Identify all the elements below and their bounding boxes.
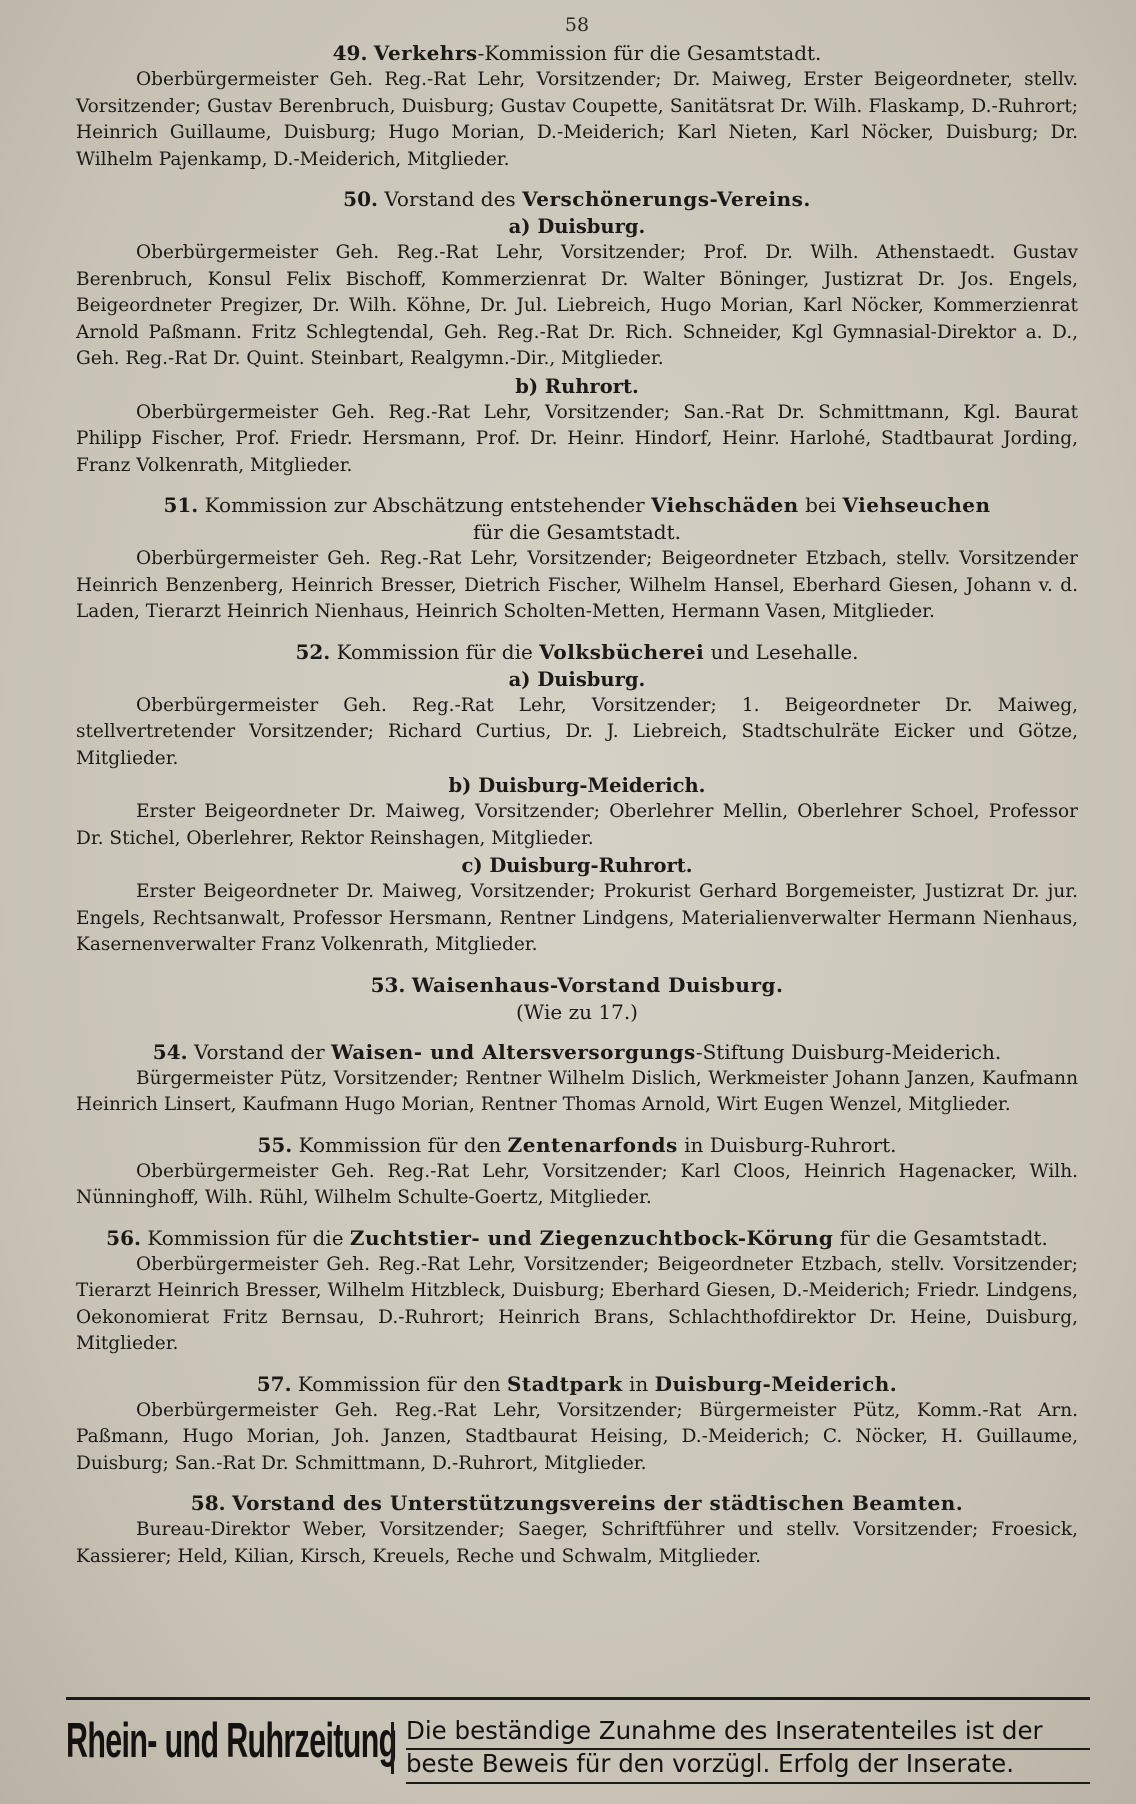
- committee-entry: [76, 639, 1078, 959]
- entry-heading: [76, 186, 1078, 213]
- entry-keyword: Volksbücherei: [539, 639, 705, 664]
- members-paragraph: Oberbürgermeister Geh. Reg.-Rat Lehr, Vorsitzender; Dr. Maiweg, Erster Beigeordneter, stellv. Vorsitzender; Gustav Berenbruch, Duisburg; Gustav Coupette, Sanitätsrat Dr. Wilh. Flaskamp, D.-Ruhrort; Heinrich Guillaume, Duisburg; Hugo Morian, D.-Meiderich; Karl Nieten, Karl Nöcker, Duisburg; Dr. Wilhelm Pajenkamp, D.-Meiderich, Mitglieder.: [76, 69, 1078, 170]
- entry-keyword: Stadtpark: [506, 1371, 623, 1396]
- entry-heading-line-2: (Wie zu 17.): [516, 999, 638, 1024]
- ad-slogan-line-2: beste Beweis für den vorzügl. Erfolg der Inserate.: [406, 1749, 1014, 1778]
- entry-heading-prefix: Kommission für den: [297, 1371, 501, 1396]
- entry-heading-suffix: -Kommission für die Gesamtstadt.: [477, 41, 822, 65]
- entry-heading-suffix: in: [629, 1371, 649, 1396]
- section-subheading: [76, 213, 1078, 240]
- members-paragraph: Oberbürgermeister Geh. Reg.-Rat Lehr, Vorsitzender; Karl Cloos, Heinrich Hagenacker, Wilh. Nünninghoff, Wilh. Rühl, Wilhelm Schulte-Goertz, Mitglieder.: [76, 1160, 1078, 1208]
- entry-heading-suffix: für die Gesamtstadt.: [839, 1225, 1048, 1250]
- committee-entry: [76, 1490, 1078, 1570]
- ad-slogan-line-1: Die beständige Zunahme des Inseratenteiles ist der: [406, 1716, 1043, 1745]
- entry-keyword: Verkehrs: [373, 41, 478, 65]
- advertisement: [66, 1697, 1090, 1792]
- entry-keyword: Viehschäden: [651, 493, 799, 517]
- entry-heading-prefix: Kommission für den: [298, 1132, 502, 1157]
- section-subheading-text: a) Duisburg.: [508, 667, 646, 691]
- entry-heading: [76, 1225, 1078, 1252]
- entry-heading: [76, 40, 1078, 67]
- members-paragraph: Oberbürgermeister Geh. Reg.-Rat Lehr, Vorsitzender; Beigeordneter Etzbach, stellv. Vorsitzender; Tierarzt Heinrich Bresser, Wilhelm Hitzbleck, Duisburg; Eberhard Giesen, D.-Meiderich; Friedr. Lindgens, Oekonomierat Fritz Bernsau, D.-Ruhrort; Heinrich Brans, Schlachthofdirektor Dr. Heine, Duisburg, Mitglieder.: [76, 1253, 1078, 1354]
- entry-heading-suffix: und Lesehalle.: [710, 639, 859, 664]
- committee-entry: [76, 492, 1078, 626]
- entry-keyword: Waisen- und Altersversorgungs: [331, 1039, 696, 1064]
- entry-keyword: Verschönerungs-Vereins.: [522, 187, 811, 211]
- entry-heading-suffix: in Duisburg-Ruhrort.: [684, 1132, 897, 1157]
- members-paragraph: Oberbürgermeister Geh. Reg.-Rat Lehr, Vorsitzender; San.-Rat Dr. Schmittmann, Kgl. Baurat Philipp Fischer, Prof. Friedr. Hersmann, Prof. Dr. Heinr. Hindorf, Heinr. Harlohé, Stadtbaurat Jording, Franz Volkenrath, Mitglieder.: [76, 401, 1078, 476]
- entry-number: 50.: [343, 187, 378, 211]
- entry-number: 51.: [163, 493, 199, 517]
- section-subheading-text: b) Ruhrort.: [515, 374, 639, 398]
- entry-keyword: Vorstand des Unterstützungsvereins der städtischen Beamten.: [231, 1491, 964, 1515]
- committee-entry: [76, 40, 1078, 173]
- members-paragraph: Oberbürgermeister Geh. Reg.-Rat Lehr, Vorsitzender; Beigeordneter Etzbach, stellv. Vorsitzender Heinrich Benzenberg, Heinrich Bresser, Dietrich Fischer, Wilhelm Hansel, Eberhard Giesen, Johann v. d. Laden, Tierarzt Heinrich Nienhaus, Heinrich Scholten-Metten, Hermann Vasen, Mitglieder.: [76, 548, 1078, 622]
- entry-number: 52.: [295, 639, 331, 664]
- ad-slogan: [406, 1714, 1090, 1780]
- entry-heading: [76, 1490, 1078, 1517]
- entry-list: [76, 40, 1078, 1570]
- committee-entry: [76, 1039, 1078, 1119]
- committee-entry: [76, 1132, 1078, 1212]
- entry-keyword-2: Duisburg-Meiderich.: [654, 1371, 898, 1396]
- entry-keyword: Zentenarfonds: [507, 1132, 678, 1157]
- section-subheading: [76, 666, 1078, 693]
- members-paragraph: Erster Beigeordneter Dr. Maiweg, Vorsitzender; Prokurist Gerhard Borgemeister, Justizrat Dr. jur. Engels, Rechtsanwalt, Professor Hersmann, Rentner Lindgens, Materialienverwalter Hermann Nienhaus, Kasernenverwalter Franz Volkenrath, Mitglieder.: [76, 881, 1078, 955]
- entry-heading: [76, 972, 1078, 999]
- committee-entry: [76, 1225, 1078, 1358]
- entry-number: 58.: [190, 1491, 226, 1515]
- section-subheading-text: a) Duisburg.: [508, 215, 646, 238]
- section-subheading-text: c) Duisburg-Ruhrort.: [461, 854, 693, 877]
- entry-heading: [76, 1132, 1078, 1159]
- entry-heading-prefix: Vorstand des: [384, 187, 516, 211]
- entry-heading: [76, 1039, 1078, 1066]
- entry-number: 55.: [257, 1132, 293, 1157]
- ad-divider: [391, 1722, 402, 1774]
- entry-heading-prefix: Kommission für die: [147, 1225, 344, 1250]
- entry-number: 56.: [106, 1225, 141, 1250]
- committee-entry: [76, 186, 1078, 479]
- section-subheading: [76, 373, 1078, 400]
- entry-number: 57.: [256, 1371, 292, 1396]
- entry-heading-line-2: für die Gesamtstadt.: [472, 520, 682, 544]
- entry-keyword: Zuchtstier- und Ziegenzuchtbock-Körung: [349, 1225, 834, 1250]
- entry-heading-prefix: Kommission für die: [336, 639, 533, 664]
- entry-heading-prefix: Kommission zur Abschätzung entstehender: [204, 493, 645, 517]
- section-subheading: [76, 852, 1078, 879]
- ad-rule-bottom: [406, 1782, 1090, 1784]
- members-paragraph: Erster Beigeordneter Dr. Maiweg, Vorsitzender; Oberlehrer Mellin, Oberlehrer Schoel, Professor Dr. Stichel, Oberlehrer, Rektor Reinshagen, Mitglieder.: [76, 801, 1078, 849]
- members-paragraph: Oberbürgermeister Geh. Reg.-Rat Lehr, Vorsitzender; Prof. Dr. Wilh. Athenstaedt. Gustav Berenbruch, Konsul Felix Bischoff, Kommerzienrat Dr. Walter Böninger, Justizrat Dr. Jos. Engels, Beigeordneter Pregizer, Dr. Wilh. Köhne, Dr. Jul. Liebreich, Hugo Morian, Karl Nöcker, Kommerzienrat Arnold Paßmann. Fritz Schlegtendal, Geh. Reg.-Rat Dr. Rich. Schneider, Kgl Gymnasial-Direktor a. D., Geh. Reg.-Rat Dr. Quint. Steinbart, Realgymn.-Dir., Mitglieder.: [76, 242, 1078, 369]
- committee-entry: [76, 1371, 1078, 1478]
- entry-heading: [76, 492, 1078, 519]
- section-subheading: [76, 772, 1078, 799]
- members-paragraph: Oberbürgermeister Geh. Reg.-Rat Lehr, Vorsitzender; 1. Beigeordneter Dr. Maiweg, stellvertretender Vorsitzender; Richard Curtius, Dr. J. Liebreich, Stadtschulräte Eicker und Götze, Mitglieder.: [76, 694, 1078, 769]
- entry-heading: [76, 639, 1078, 666]
- entry-number: 54.: [152, 1039, 188, 1064]
- members-paragraph: Oberbürgermeister Geh. Reg.-Rat Lehr, Vorsitzender; Bürgermeister Pütz, Komm.-Rat Arn. Paßmann, Hugo Morian, Joh. Janzen, Stadtbaurat Heising, D.-Meiderich; C. Nöcker, H. Guillaume, Duisburg; San.-Rat Dr. Schmittmann, D.-Ruhrort, Mitglieder.: [76, 1399, 1078, 1474]
- entry-keyword-2: Viehseuchen: [842, 493, 991, 517]
- committee-entry: [76, 972, 1078, 1026]
- entry-heading-suffix: -Stiftung Duisburg-Meiderich.: [695, 1039, 1002, 1064]
- page-number: 58: [564, 14, 590, 36]
- ad-newspaper-name: Rhein- und Ruhrzeitung: [66, 1714, 397, 1768]
- entry-heading: [76, 1371, 1078, 1398]
- entry-number: 49.: [332, 41, 368, 65]
- members-paragraph: Bürgermeister Pütz, Vorsitzender; Rentner Wilhelm Dislich, Werkmeister Johann Janzen, Kaufmann Heinrich Linsert, Kaufmann Hugo Morian, Rentner Thomas Arnold, Wirt Eugen Wenzel, Mitglieder.: [76, 1067, 1078, 1115]
- entry-number: 53.: [370, 972, 406, 997]
- entry-keyword: Waisenhaus-Vorstand Duisburg.: [411, 972, 784, 997]
- section-subheading-text: b) Duisburg-Meiderich.: [448, 774, 706, 797]
- entry-heading-suffix: bei: [805, 493, 837, 517]
- members-paragraph: Bureau-Direktor Weber, Vorsitzender; Saeger, Schriftführer und stellv. Vorsitzender; Froesick, Kassierer; Held, Kilian, Kirsch, Kreuels, Reche und Schwalm, Mitglieder.: [76, 1519, 1078, 1567]
- entry-heading-prefix: Vorstand der: [193, 1039, 325, 1064]
- ad-rule-top: [406, 1748, 1090, 1750]
